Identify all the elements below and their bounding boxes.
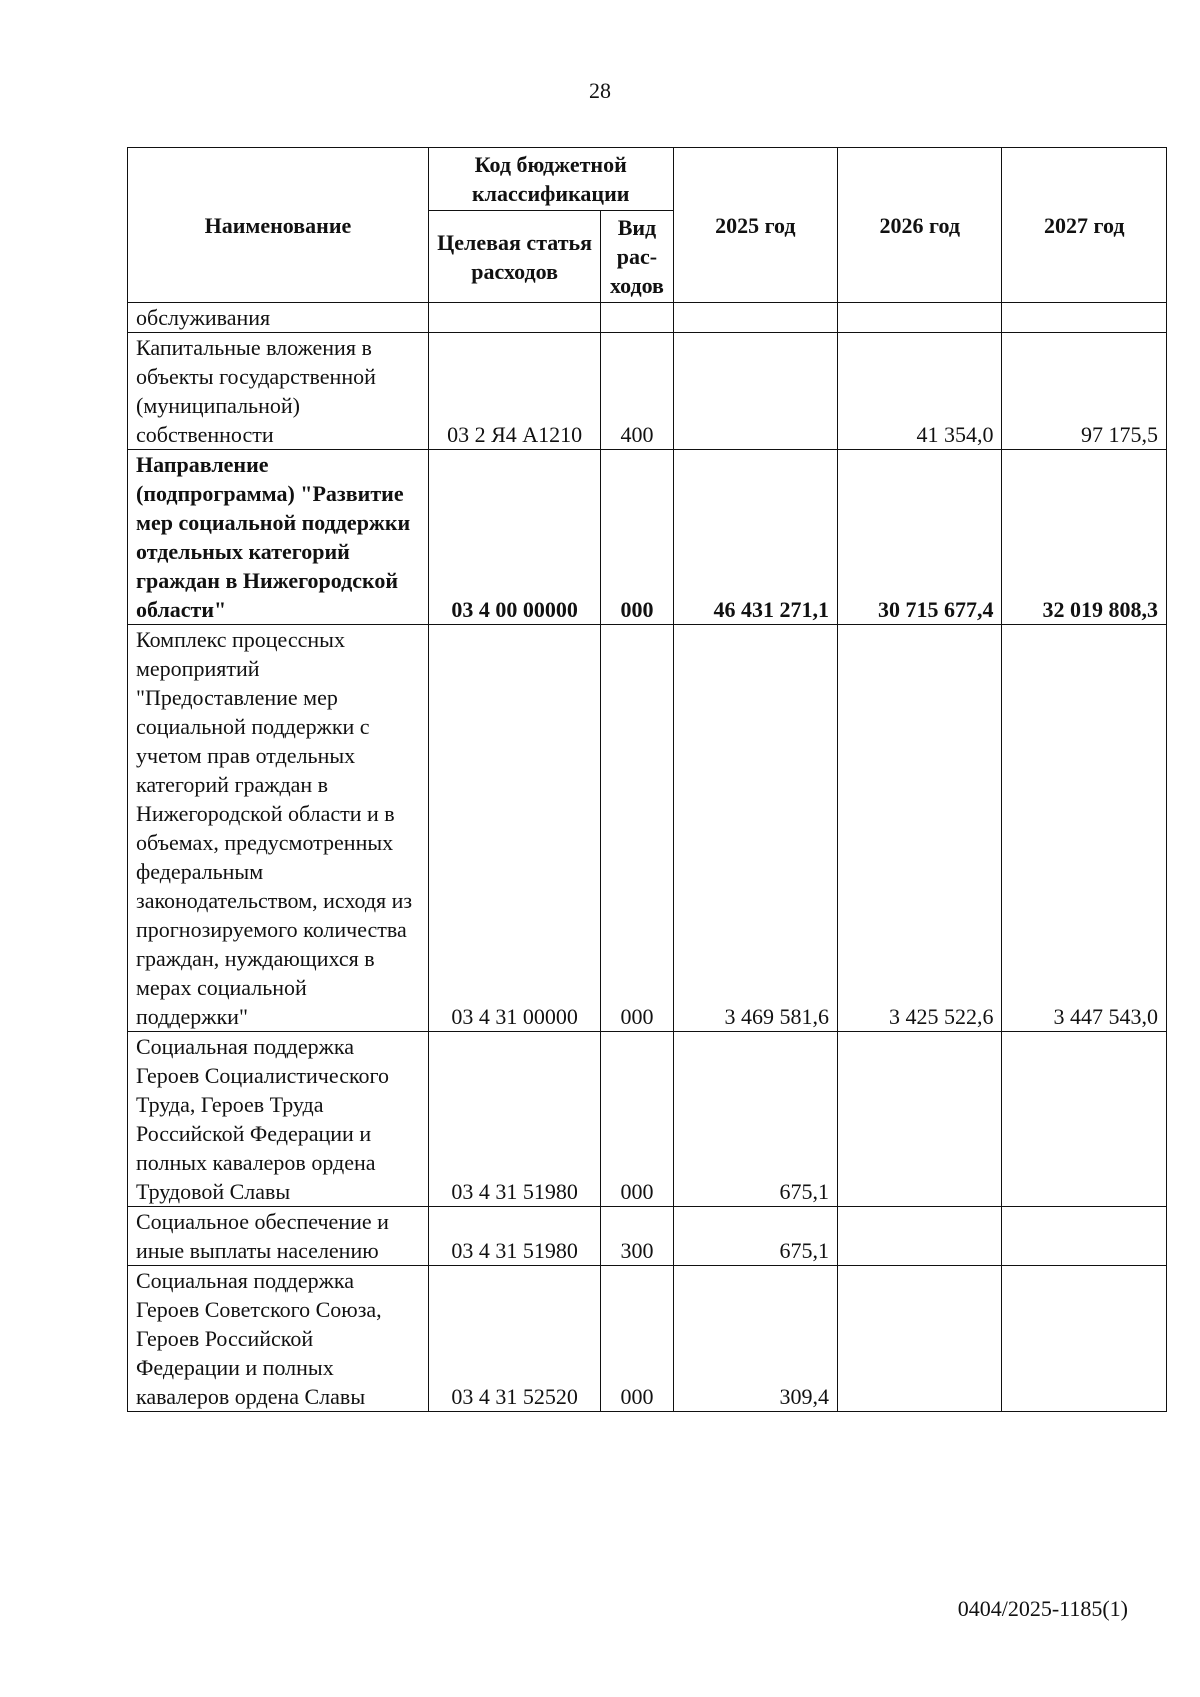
cell-expense-type: 400 (601, 333, 673, 450)
header-name: Наименование (128, 148, 429, 303)
header-2025: 2025 год (673, 148, 837, 303)
table-header-row (128, 148, 1167, 211)
cell-name: Социальное обеспечение и иные выплаты населению (128, 1207, 429, 1266)
cell-2025: 309,4 (673, 1266, 837, 1412)
cell-2025: 675,1 (673, 1032, 837, 1207)
cell-2026 (838, 303, 1002, 333)
cell-2026: 30 715 677,4 (838, 450, 1002, 625)
budget-table (127, 147, 1167, 1412)
cell-2027: 32 019 808,3 (1002, 450, 1167, 625)
cell-expense-type: 300 (601, 1207, 673, 1266)
table-row (128, 625, 1167, 1032)
cell-2025: 3 469 581,6 (673, 625, 837, 1032)
table-row (128, 333, 1167, 450)
table-body (128, 303, 1167, 1412)
cell-expense-type (601, 303, 673, 333)
cell-name: обслуживания (128, 303, 429, 333)
table-row (128, 1266, 1167, 1412)
cell-name: Социальная поддержка Героев Советского Союза, Героев Российской Федерации и полных кавалеров ордена Славы (128, 1266, 429, 1412)
cell-expense-type: 000 (601, 625, 673, 1032)
cell-target-article: 03 4 31 52520 (428, 1266, 600, 1412)
cell-2027: 97 175,5 (1002, 333, 1167, 450)
cell-2026 (838, 1266, 1002, 1412)
cell-target-article: 03 2 Я4 А1210 (428, 333, 600, 450)
header-target-article: Целевая статья расходов (428, 211, 600, 303)
cell-2026: 41 354,0 (838, 333, 1002, 450)
cell-expense-type: 000 (601, 1266, 673, 1412)
cell-target-article (428, 303, 600, 333)
cell-expense-type: 000 (601, 1032, 673, 1207)
cell-target-article: 03 4 00 00000 (428, 450, 600, 625)
header-2026: 2026 год (838, 148, 1002, 303)
cell-2026: 3 425 522,6 (838, 625, 1002, 1032)
cell-name: Социальная поддержка Героев Социалистического Труда, Героев Труда Российской Федерации и полных кавалеров ордена Трудовой Славы (128, 1032, 429, 1207)
cell-target-article: 03 4 31 51980 (428, 1032, 600, 1207)
cell-2026 (838, 1207, 1002, 1266)
cell-2027: 3 447 543,0 (1002, 625, 1167, 1032)
table-row (128, 1207, 1167, 1266)
cell-name: Комплекс процессных мероприятий "Предоставление мер социальной поддержки с учетом прав отдельных категорий граждан в Нижегородской области и в объемах, предусмотренных федеральным законодательством, исходя из прогнозируемого количества граждан, нуждающихся в мерах социальной поддержки" (128, 625, 429, 1032)
table-row (128, 1032, 1167, 1207)
document-code: 0404/2025-1185(1) (957, 1596, 1128, 1621)
cell-name: Капитальные вложения в объекты государственной (муниципальной) собственности (128, 333, 429, 450)
cell-2027 (1002, 303, 1167, 333)
cell-2027 (1002, 1207, 1167, 1266)
cell-expense-type: 000 (601, 450, 673, 625)
cell-2026 (838, 1032, 1002, 1207)
cell-2025: 46 431 271,1 (673, 450, 837, 625)
cell-target-article: 03 4 31 51980 (428, 1207, 600, 1266)
page-number: 28 (589, 78, 611, 103)
table-row (128, 303, 1167, 333)
cell-2025 (673, 303, 837, 333)
cell-2027 (1002, 1032, 1167, 1207)
header-expense-type: Вид рас-ходов (601, 211, 673, 303)
cell-2025 (673, 333, 837, 450)
cell-2027 (1002, 1266, 1167, 1412)
table-row (128, 450, 1167, 625)
cell-target-article: 03 4 31 00000 (428, 625, 600, 1032)
cell-2025: 675,1 (673, 1207, 837, 1266)
cell-name: Направление (подпрограмма) "Развитие мер социальной поддержки отдельных категорий граждан в Нижегородской области" (128, 450, 429, 625)
header-code-group: Код бюджетной классификации (428, 148, 673, 211)
header-2027: 2027 год (1002, 148, 1167, 303)
